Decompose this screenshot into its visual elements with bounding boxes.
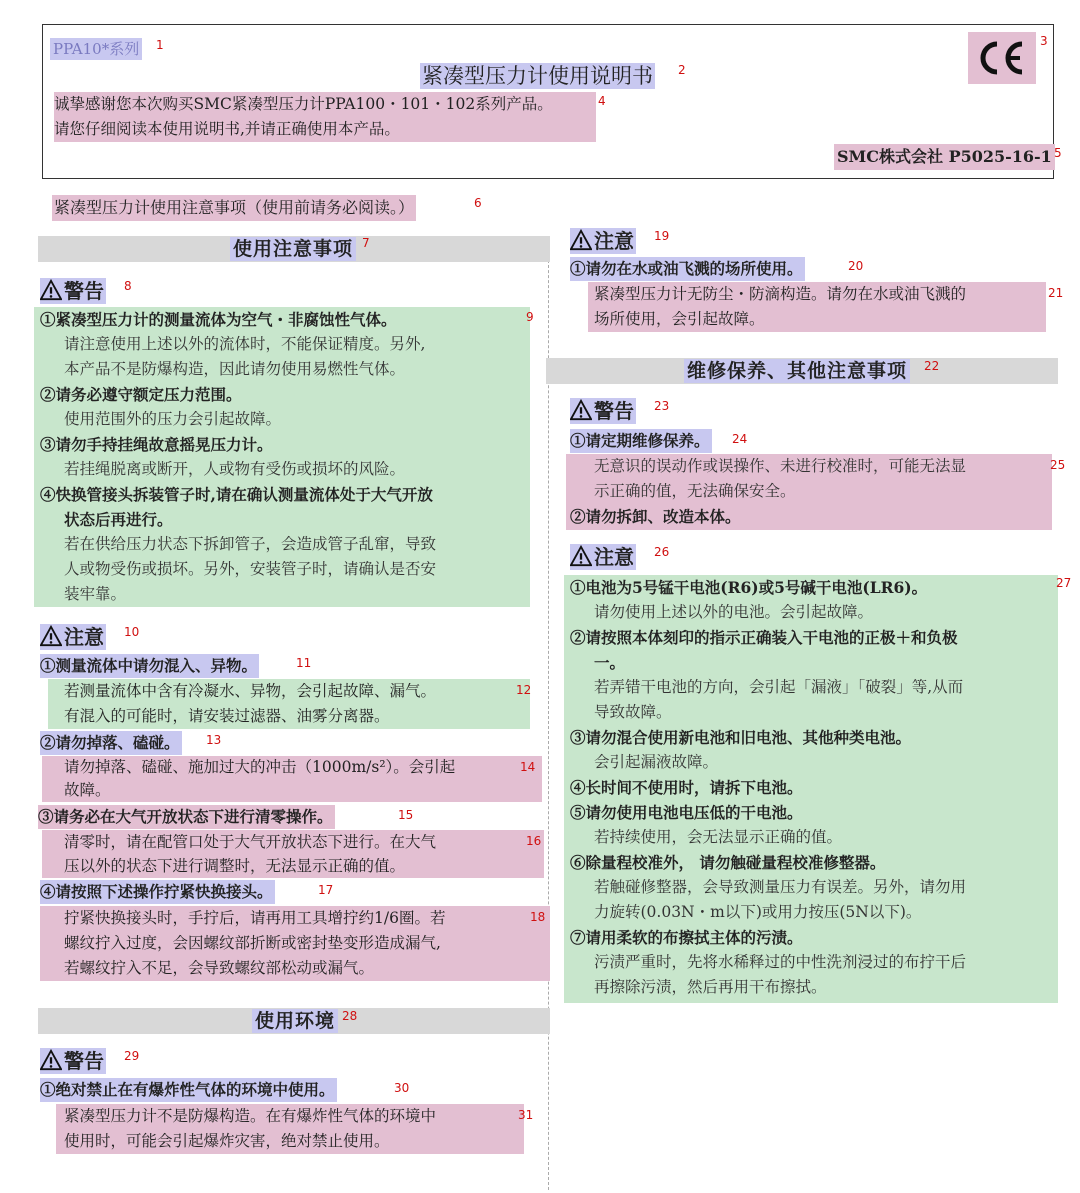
caution-item-4-line: 拧紧快换接头时，手拧后，请再用工具增拧约1/6圈。若 [64, 909, 446, 927]
warning-triangle-icon [40, 279, 62, 301]
caution-item-3-line: 压以外的状态下进行调整时，无法显示正确的值。 [64, 857, 406, 875]
right-caution-item-1-text [588, 282, 1046, 332]
warning-item-2-title: ②请务必遵守额定压力范围。 [40, 385, 242, 404]
battery-item-2-title: ②请按照本体刻印的指示正确装入干电池的正极＋和负极 [570, 628, 958, 647]
label-23: 23 [654, 399, 670, 413]
label-31: 31 [518, 1108, 534, 1122]
caution-item-2-title: ②请勿掉落、磕碰。 [40, 731, 182, 755]
company-code: SMC株式会社 P5025-16-1 [834, 144, 1055, 170]
battery-item-4-title: ④长时间不使用时，请拆下电池。 [570, 778, 803, 797]
battery-item-2-text: 若弄错干电池的方向，会引起「漏液」「破裂」等,从而 [594, 678, 964, 696]
right-caution2-heading [570, 544, 636, 570]
label-21: 21 [1048, 286, 1064, 300]
warning-triangle-icon [40, 1049, 62, 1071]
right-caution-label: 注意 [594, 229, 634, 253]
warning-label: 警告 [64, 279, 104, 303]
battery-item-6-title: ⑥除量程校准外， 请勿触碰量程校准修整器。 [570, 853, 886, 872]
label-28: 28 [342, 1009, 358, 1023]
env-warning-item-1-text [56, 1104, 524, 1154]
maintenance-section-title: 维修保养、其他注意事项 [684, 359, 910, 383]
series-label: PPA10*系列 [50, 38, 142, 60]
caution-item-2-line: 故障。 [64, 781, 111, 799]
ce-mark [968, 32, 1036, 84]
env-warning-item-1-title: ①绝对禁止在有爆炸性气体的环境中使用。 [40, 1078, 337, 1102]
label-10: 10 [124, 625, 140, 639]
battery-item-2-title: 一。 [594, 653, 626, 672]
intro-line-2: 请您仔细阅读本使用说明书,并请正确使用本产品。 [54, 120, 400, 138]
label-8: 8 [124, 279, 132, 293]
right-warning-block [566, 454, 1052, 530]
right-caution-line: 场所使用，会引起故障。 [594, 310, 765, 328]
label-14: 14 [520, 760, 536, 774]
label-30: 30 [394, 1081, 410, 1095]
warning-item-3-text: 若挂绳脱离或断开，人或物有受伤或损坏的风险。 [64, 460, 406, 478]
label-20: 20 [848, 259, 864, 273]
caution-item-1-line: 若测量流体中含有冷凝水、异物，会引起故障、漏气。 [64, 682, 437, 700]
caution-item-4-line: 若螺纹拧入不足，会导致螺纹部松动或漏气。 [64, 959, 375, 977]
warning-item-4-title: 状态后再进行。 [64, 510, 173, 529]
label-7: 7 [362, 236, 370, 250]
warning-triangle-icon [570, 545, 592, 567]
warning-item-4-text: 若在供给压力状态下拆卸管子，会造成管子乱窜，导致 [64, 535, 437, 553]
label-16: 16 [526, 834, 542, 848]
warning-item-1-text: 本产品不是防爆构造，因此请勿使用易燃性气体。 [64, 360, 406, 378]
battery-item-1-title: ①电池为5号锰干电池(R6)或5号碱干电池(LR6)。 [570, 578, 928, 597]
right-caution-heading [570, 228, 636, 254]
label-13: 13 [206, 733, 222, 747]
right-warning-item-2-title: ②请勿拆卸、改造本体。 [570, 507, 741, 526]
label-25: 25 [1050, 458, 1066, 472]
warning-block [34, 307, 530, 607]
warning-item-1-title: ①紧凑型压力计的测量流体为空气・非腐蚀性气体。 [40, 310, 397, 329]
label-4: 4 [598, 94, 606, 108]
caution-item-3-text [42, 830, 544, 878]
warning-heading [40, 278, 106, 304]
usage-section-title: 使用注意事项 [230, 237, 356, 261]
label-11: 11 [296, 656, 312, 670]
right-caution-item-1-title: ①请勿在水或油飞溅的场所使用。 [570, 257, 805, 281]
warning-item-4-text: 人或物受伤或损坏。另外，安装管子时，请确认是否安 [64, 560, 437, 578]
label-1: 1 [156, 38, 164, 52]
label-9: 9 [526, 310, 534, 324]
label-2: 2 [678, 63, 686, 77]
environment-section-title: 使用环境 [252, 1009, 338, 1033]
warning-item-4-text: 装牢靠。 [64, 585, 127, 603]
warning-item-1-text: 请注意使用上述以外的流体时，不能保证精度。另外, [64, 335, 426, 353]
intro-line-1: 诚挚感谢您本次购买SMC紧凑型压力计PPA100・101・102系列产品。 [54, 95, 553, 113]
caution-heading [40, 624, 106, 650]
caution-item-3-line: 清零时，请在配管口处于大气开放状态下进行。在大气 [64, 833, 437, 851]
right-warning-heading [570, 398, 636, 424]
caution-item-4-text [40, 906, 550, 981]
battery-item-7-text: 污渍严重时，先将水稀释过的中性洗剂浸过的布拧干后 [594, 953, 967, 971]
battery-item-5-title: ⑤请勿使用电池电压低的干电池。 [570, 803, 803, 822]
label-3: 3 [1040, 34, 1048, 48]
right-warning-item-1-title: ①请定期维修保养。 [570, 429, 712, 453]
battery-item-3-title: ③请勿混合使用新电池和旧电池、其他种类电池。 [570, 728, 912, 747]
env-warning-line: 使用时，可能会引起爆炸灾害，绝对禁止使用。 [64, 1132, 390, 1150]
battery-item-7-title: ⑦请用柔软的布擦拭主体的污渍。 [570, 928, 803, 947]
label-24: 24 [732, 432, 748, 446]
env-warning-heading [40, 1048, 106, 1074]
right-caution2-label: 注意 [594, 545, 634, 569]
precautions-caption: 紧凑型压力计使用注意事项（使用前请务必阅读。） [52, 195, 416, 221]
warning-item-3-title: ③请勿手持挂绳故意摇晃压力计。 [40, 435, 273, 454]
label-19: 19 [654, 229, 670, 243]
doc-title: 紧凑型压力计使用说明书 [422, 64, 653, 88]
label-17: 17 [318, 883, 334, 897]
warning-triangle-icon [40, 625, 62, 647]
right-warning-line: 示正确的值，无法确保安全。 [594, 482, 796, 500]
battery-item-3-text: 会引起漏液故障。 [594, 753, 719, 771]
battery-item-6-text: 若触碰修整器，会导致测量压力有误差。另外，请勿用 [594, 878, 967, 896]
right-warning-label: 警告 [594, 399, 634, 423]
caution-item-3-title: ③请务必在大气开放状态下进行清零操作。 [38, 805, 335, 829]
label-15: 15 [398, 808, 414, 822]
warning-item-2-text: 使用范围外的压力会引起故障。 [64, 410, 282, 428]
label-26: 26 [654, 545, 670, 559]
caution-item-1-text [48, 679, 530, 729]
battery-item-2-text: 导致故障。 [594, 703, 672, 721]
warning-item-4-title: ④快换管接头拆装管子时,请在确认测量流体处于大气开放 [40, 485, 433, 504]
warning-triangle-icon [570, 229, 592, 251]
ce-icon [976, 38, 1028, 78]
env-warning-label: 警告 [64, 1049, 104, 1073]
caution-item-2-text [42, 756, 542, 802]
right-warning-line: 无意识的误动作或误操作、未进行校准时，可能无法显 [594, 457, 967, 475]
battery-item-7-text: 再擦除污渍，然后再用干布擦拭。 [594, 978, 827, 996]
label-12: 12 [516, 683, 532, 697]
caution-item-2-line: 请勿掉落、磕碰、施加过大的冲击（1000m/s²）。会引起 [64, 758, 456, 776]
intro-text [54, 92, 596, 142]
caution-item-1-line: 有混入的可能时，请安装过滤器、油雾分离器。 [64, 707, 390, 725]
label-27: 27 [1056, 576, 1072, 590]
label-5: 5 [1054, 146, 1062, 160]
label-22: 22 [924, 359, 940, 373]
caution-item-4-line: 螺纹拧入过度，会因螺纹部折断或密封垫变形造成漏气, [64, 934, 441, 952]
caution-item-4-title: ④请按照下述操作拧紧快换接头。 [40, 880, 275, 904]
caution-item-1-title: ①测量流体中请勿混入、异物。 [40, 654, 259, 678]
env-warning-line: 紧凑型压力计不是防爆构造。在有爆炸性气体的环境中 [64, 1107, 437, 1125]
caution-label: 注意 [64, 625, 104, 649]
battery-caution-block [564, 575, 1058, 1003]
warning-triangle-icon [570, 399, 592, 421]
battery-item-1-text: 请勿使用上述以外的电池。会引起故障。 [594, 603, 874, 621]
label-6: 6 [474, 196, 482, 210]
battery-item-5-text: 若持续使用，会无法显示正确的值。 [594, 828, 843, 846]
right-caution-line: 紧凑型压力计无防尘・防滴构造。请勿在水或油飞溅的 [594, 285, 967, 303]
label-29: 29 [124, 1049, 140, 1063]
battery-item-6-text: 力旋转(0.03N・m以下)或用力按压(5N以下)。 [594, 903, 922, 921]
label-18: 18 [530, 910, 546, 924]
